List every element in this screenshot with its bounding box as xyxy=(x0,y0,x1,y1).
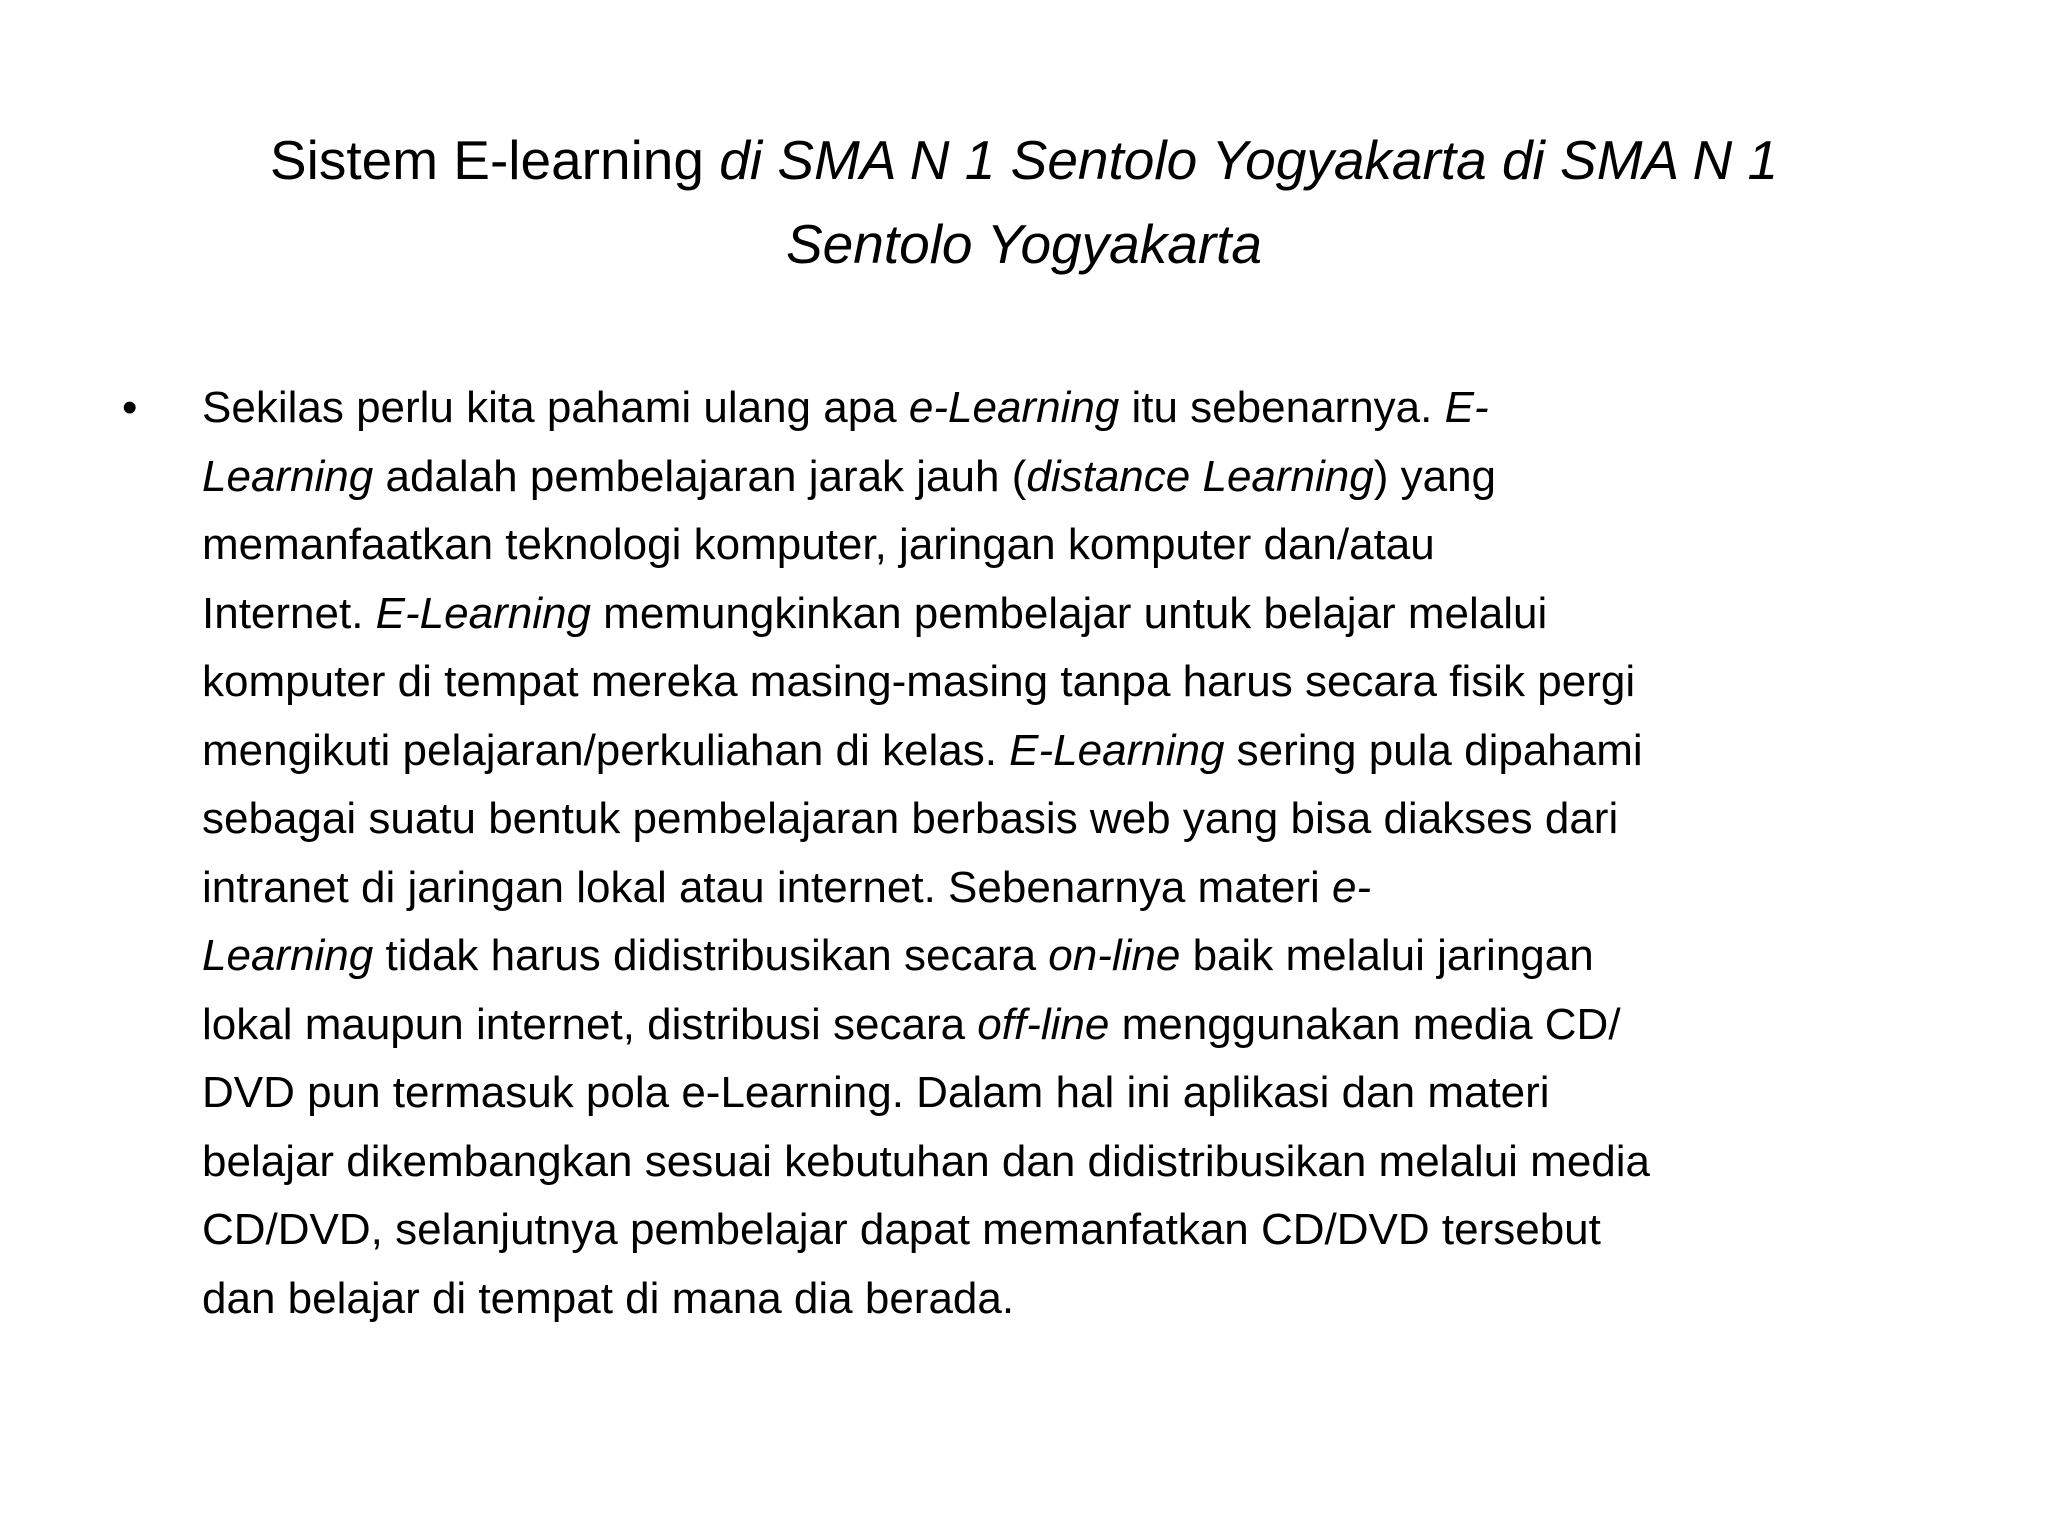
paragraph-line xyxy=(202,785,1942,854)
slide-title xyxy=(140,118,1908,286)
title-line-2: Sentolo Yogyakarta xyxy=(785,213,1262,275)
text-run: baik melalui jaringan xyxy=(1180,931,1594,980)
paragraph-line xyxy=(202,1059,1942,1128)
italic-run: distance Learning xyxy=(1026,451,1374,501)
text-run: belajar dikembangkan sesuai kebutuhan dan didistribusikan melalui media xyxy=(202,1136,1651,1186)
text-run: lokal maupun internet, distribusi secara xyxy=(202,999,978,1049)
text-run: mengikuti pelajaran/perkuliahan di kelas. xyxy=(202,725,1010,775)
paragraph-line xyxy=(202,1265,1942,1334)
italic-run: on-line xyxy=(1048,931,1181,980)
paragraph-line xyxy=(202,854,1942,923)
italic-run: e- xyxy=(1332,862,1372,912)
bullet-point-icon: • xyxy=(122,383,138,432)
text-run: memanfaatkan teknologi komputer, jaringan komputer dan/atau xyxy=(202,520,1435,569)
italic-run: E-Learning xyxy=(1009,725,1225,775)
text-run: ) yang xyxy=(1373,451,1497,501)
text-run: menggunakan media CD/ xyxy=(1109,999,1621,1049)
title-line-1 xyxy=(270,129,1778,191)
italic-run: E- xyxy=(1444,383,1489,432)
text-run: Internet. xyxy=(202,588,376,638)
title-normal-text: Sistem E-learning xyxy=(269,129,720,191)
text-run: Sekilas perlu kita pahami ulang apa xyxy=(202,383,909,432)
text-run: DVD pun termasuk pola e-Learning. Dalam hal ini aplikasi dan materi xyxy=(202,1068,1550,1117)
italic-run: off-line xyxy=(977,999,1110,1049)
italic-run: e-Learning xyxy=(908,383,1120,432)
italic-run: Learning xyxy=(202,451,374,501)
text-run: komputer di tempat mereka masing-masing tanpa harus secara fisik pergi xyxy=(202,657,1636,706)
text-run: sering pula dipahami xyxy=(1224,725,1643,775)
text-run: tidak harus didistribusikan secara xyxy=(373,931,1049,980)
paragraph-line xyxy=(202,648,1942,717)
text-run: CD/DVD, selanjutnya pembelajar dapat memanfatkan CD/DVD tersebut xyxy=(202,1205,1601,1254)
text-run: itu sebenarnya. xyxy=(1119,383,1445,432)
paragraph-line xyxy=(202,511,1942,580)
text-run: intranet di jaringan lokal atau internet. Sebenarnya materi xyxy=(202,862,1333,912)
text-run: memungkinkan pembelajar untuk belajar melalui xyxy=(590,588,1548,638)
text-run: adalah pembelajaran jarak jauh ( xyxy=(373,451,1027,501)
italic-run: E-Learning xyxy=(375,588,591,638)
paragraph-line xyxy=(202,1196,1942,1265)
bullet-paragraph xyxy=(202,374,1942,1333)
paragraph-line xyxy=(202,1128,1942,1197)
text-run: dan belajar di tempat di mana dia berada. xyxy=(202,1273,1015,1323)
paragraph-line xyxy=(202,922,1942,991)
text-run: sebagai suatu bentuk pembelajaran berbasis web yang bisa diakses dari xyxy=(202,794,1619,843)
italic-run: Learning xyxy=(202,931,374,980)
paragraph-line xyxy=(202,717,1942,786)
paragraph-line xyxy=(202,443,1942,512)
paragraph-line xyxy=(202,374,1942,443)
paragraph-line xyxy=(202,991,1942,1060)
paragraph-line xyxy=(202,580,1942,649)
title-italic-text: di SMA N 1 Sentolo Yogyakarta di SMA N 1 xyxy=(719,129,1779,191)
